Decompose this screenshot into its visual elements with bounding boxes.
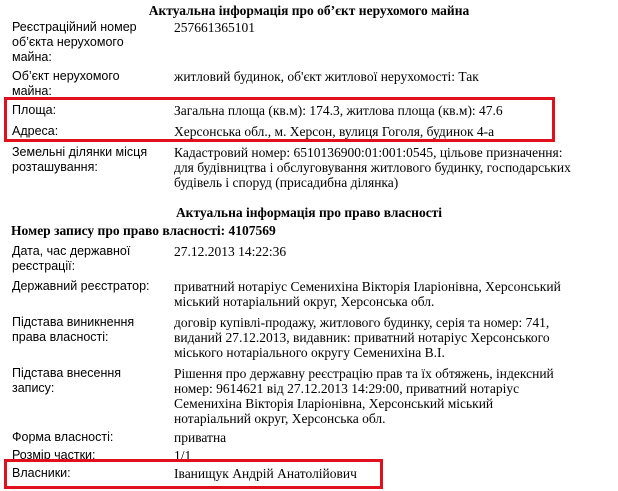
label-record-grounds-line-2: запису: bbox=[12, 381, 55, 395]
value-address: Херсонська обл., м. Херсон, вулиця Гоголя, будинок 4-а bbox=[174, 124, 495, 139]
value-land-plots-line-2: для будівництва і обслуговування житлового будинку, господарських bbox=[174, 160, 571, 175]
value-area: Загальна площа (кв.м): 174.3, житлова площа (кв.м): 47.6 bbox=[174, 103, 503, 118]
label-land-plots-line-2: розташування: bbox=[12, 160, 98, 174]
value-record-grounds-line-4: нотаріальний округ, Херсонська обл. bbox=[174, 411, 386, 426]
value-owners: Іванищук Андрій Анатолійович bbox=[174, 466, 357, 481]
label-ownership-form: Форма власності: bbox=[12, 430, 114, 444]
value-ownership-grounds-line-1: договір купівлі-продажу, житлового будинку, серія та номер: 741, bbox=[174, 315, 550, 330]
property-section-title: Актуальна інформація про об’єкт нерухомого майна bbox=[148, 3, 470, 18]
label-property-object-line-2: майна: bbox=[12, 84, 52, 98]
highlight-box-area-address bbox=[4, 97, 555, 142]
highlight-box-owners bbox=[4, 459, 383, 489]
label-registration-date-line-2: реєстрації: bbox=[12, 259, 76, 273]
value-share-size: 1/1 bbox=[174, 448, 192, 463]
ownership-record-number: Номер запису про право власності: 4107569 bbox=[11, 223, 276, 238]
label-address: Адреса: bbox=[12, 124, 59, 138]
value-state-registrar-line-2: міський нотаріальний округ, Херсонська обл. bbox=[174, 294, 435, 309]
ownership-section-title: Актуальна інформація про право власності bbox=[175, 205, 443, 220]
label-registration-number-line-3: майна: bbox=[12, 50, 52, 64]
label-ownership-grounds-line-2: права власності: bbox=[12, 330, 109, 344]
value-record-grounds-line-1: Рішення про державну реєстрацію прав та їх обтяжень, індексний bbox=[174, 366, 554, 381]
value-land-plots-line-3: будівель і споруд (присадибна ділянка) bbox=[174, 175, 399, 190]
value-land-plots-line-1: Кадастровий номер: 6510136900:01:001:0545, цільове призначення: bbox=[174, 145, 563, 160]
label-property-object-line-1: Об’єкт нерухомого bbox=[12, 69, 120, 83]
label-share-size: Розмір частки: bbox=[12, 448, 96, 462]
label-record-grounds-line-1: Підстава внесення bbox=[12, 366, 122, 380]
value-record-grounds-line-2: номер: 9614621 від 27.12.2013 14:29:00, приватний нотаріус bbox=[174, 381, 520, 396]
label-registration-number-line-1: Реєстраційний номер bbox=[12, 20, 137, 34]
label-state-registrar: Державний реєстратор: bbox=[12, 279, 150, 293]
label-registration-number-line-2: об’єкта нерухомого bbox=[12, 35, 124, 49]
value-state-registrar-line-1: приватний нотаріус Семенихіна Вікторія Іларіонівна, Херсонський bbox=[174, 279, 561, 294]
label-area: Площа: bbox=[12, 103, 57, 117]
value-registration-number: 257661365101 bbox=[174, 20, 255, 35]
label-ownership-grounds-line-1: Підстава виникнення bbox=[12, 315, 135, 329]
value-ownership-form: приватна bbox=[174, 430, 227, 445]
label-registration-date-line-1: Дата, час державної bbox=[12, 244, 131, 258]
label-land-plots-line-1: Земельні ділянки місця bbox=[12, 145, 148, 159]
label-owners: Власники: bbox=[12, 466, 71, 480]
value-property-object: житловий будинок, об'єкт житлової нерухомості: Так bbox=[174, 69, 479, 84]
value-ownership-grounds-line-3: міського нотаріального округу Семенихіна В.І. bbox=[174, 345, 445, 360]
value-ownership-grounds-line-2: виданий 27.12.2013, видавник: приватний нотаріус Херсонського bbox=[174, 330, 550, 345]
value-registration-date: 27.12.2013 14:22:36 bbox=[174, 244, 287, 259]
value-record-grounds-line-3: Семенихіна Вікторія Іларіонівна, Херсонський міський bbox=[174, 396, 494, 411]
